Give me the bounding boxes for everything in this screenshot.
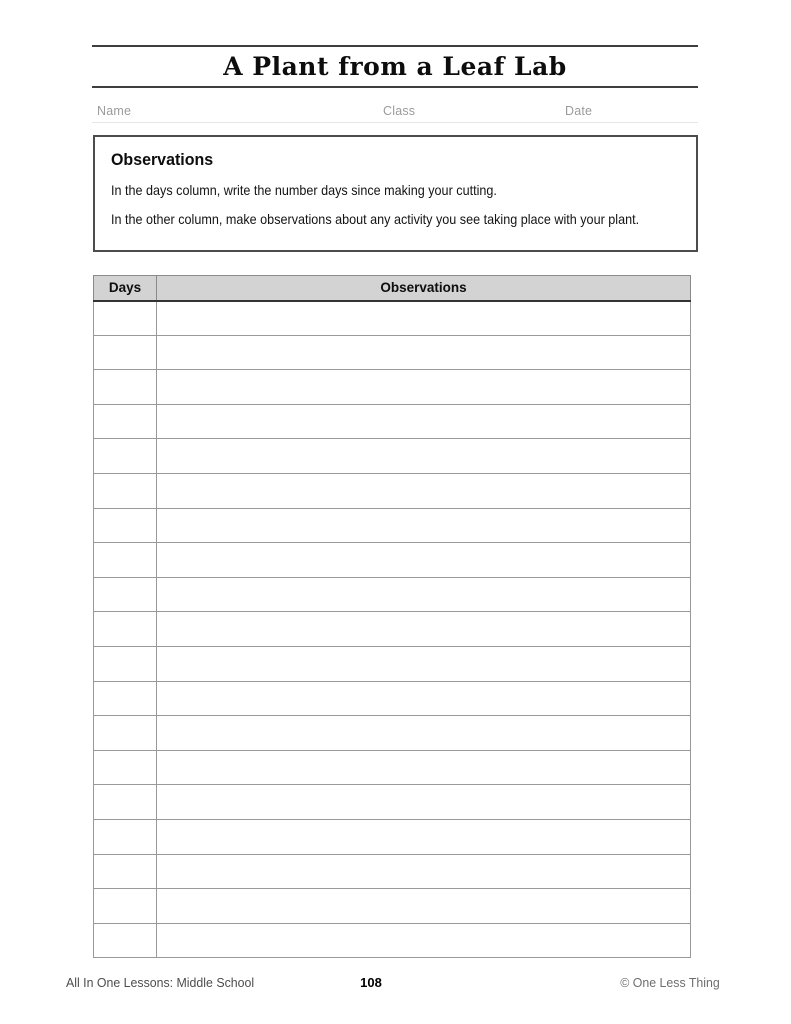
observations-cell[interactable] [157, 750, 691, 785]
instruction-line-1: In the days column, write the number days since making your cutting. [111, 182, 497, 198]
table-row [94, 404, 691, 439]
days-cell[interactable] [94, 854, 157, 889]
table-row [94, 750, 691, 785]
observations-cell[interactable] [157, 508, 691, 543]
days-cell[interactable] [94, 404, 157, 439]
table-row [94, 854, 691, 889]
days-cell[interactable] [94, 646, 157, 681]
table-row [94, 923, 691, 958]
observations-cell[interactable] [157, 681, 691, 716]
table-row [94, 889, 691, 924]
table-row [94, 681, 691, 716]
table-header-row [94, 276, 691, 301]
days-column-header: Days [94, 276, 157, 301]
table-row [94, 785, 691, 820]
class-label: Class [383, 104, 416, 118]
observations-cell[interactable] [157, 439, 691, 474]
instructions-box [93, 135, 698, 252]
days-cell[interactable] [94, 923, 157, 958]
days-cell[interactable] [94, 681, 157, 716]
days-cell[interactable] [94, 716, 157, 751]
table-row [94, 335, 691, 370]
days-cell[interactable] [94, 439, 157, 474]
days-cell[interactable] [94, 612, 157, 647]
observations-cell[interactable] [157, 370, 691, 405]
table-row [94, 577, 691, 612]
observations-cell[interactable] [157, 301, 691, 336]
table-row [94, 543, 691, 578]
table-row [94, 646, 691, 681]
days-cell[interactable] [94, 819, 157, 854]
table-row [94, 508, 691, 543]
page-title: A Plant from a Leaf Lab [223, 52, 567, 81]
days-cell[interactable] [94, 508, 157, 543]
table-row [94, 439, 691, 474]
days-cell[interactable] [94, 370, 157, 405]
footer [0, 975, 791, 995]
observations-cell[interactable] [157, 543, 691, 578]
observations-cell[interactable] [157, 646, 691, 681]
days-cell[interactable] [94, 750, 157, 785]
table-row [94, 473, 691, 508]
table-row [94, 370, 691, 405]
title-block [92, 45, 698, 88]
observations-table-body [94, 301, 691, 958]
student-info-row [92, 99, 698, 123]
days-cell[interactable] [94, 577, 157, 612]
table-row [94, 612, 691, 647]
observations-cell[interactable] [157, 889, 691, 924]
observations-cell[interactable] [157, 854, 691, 889]
observations-cell[interactable] [157, 335, 691, 370]
table-row [94, 716, 691, 751]
observations-cell[interactable] [157, 923, 691, 958]
days-cell[interactable] [94, 543, 157, 578]
observations-cell[interactable] [157, 473, 691, 508]
name-label: Name [97, 104, 132, 118]
observations-cell[interactable] [157, 785, 691, 820]
date-label: Date [565, 104, 593, 118]
table-row [94, 301, 691, 336]
observations-cell[interactable] [157, 819, 691, 854]
observations-table [93, 275, 691, 958]
days-cell[interactable] [94, 301, 157, 336]
days-cell[interactable] [94, 473, 157, 508]
page-number: 108 [360, 975, 382, 990]
days-cell[interactable] [94, 889, 157, 924]
observations-cell[interactable] [157, 716, 691, 751]
observations-cell[interactable] [157, 612, 691, 647]
footer-series-label: All In One Lessons: Middle School [66, 975, 255, 990]
days-cell[interactable] [94, 785, 157, 820]
table-row [94, 819, 691, 854]
observations-column-header: Observations [157, 276, 691, 301]
observations-cell[interactable] [157, 404, 691, 439]
instructions-heading: Observations [111, 150, 214, 169]
instruction-line-2: In the other column, make observations about any activity you see taking place with your plant. [111, 211, 640, 227]
footer-copyright: © One Less Thing [620, 975, 720, 990]
observations-cell[interactable] [157, 577, 691, 612]
days-cell[interactable] [94, 335, 157, 370]
